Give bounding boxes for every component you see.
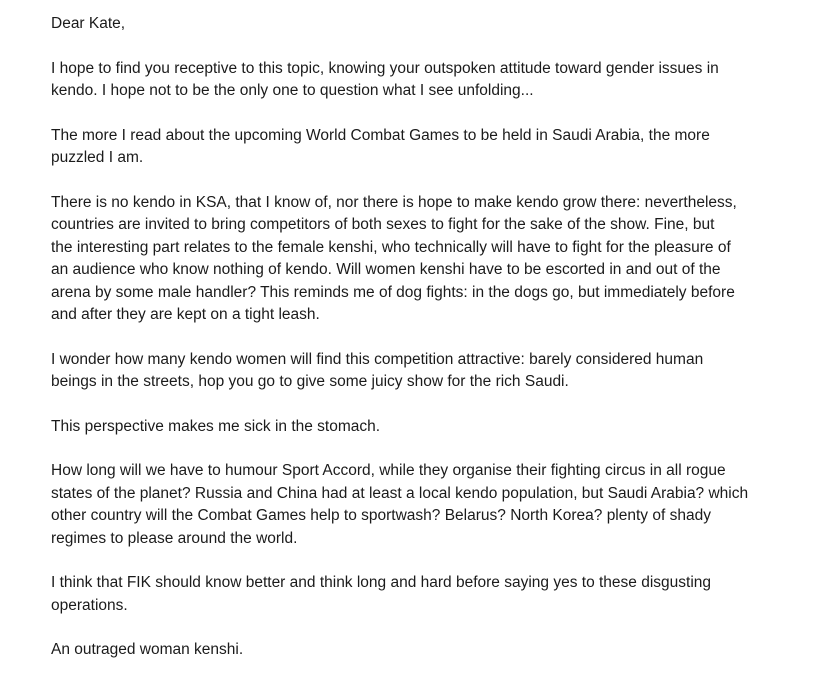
paragraph-line: The more I read about the upcoming World Combat Games to be held in Saudi Arabia, the more: [51, 126, 710, 144]
paragraph-4: [51, 349, 821, 394]
paragraph-3: [51, 192, 821, 327]
paragraph-1: [51, 58, 821, 103]
paragraph-line: This perspective makes me sick in the stomach.: [51, 417, 381, 435]
paragraph-line: How long will we have to humour Sport Accord, while they organise their fighting circus in all rogue: [51, 462, 726, 479]
paragraph-line: and after they are kept on a tight leash.: [51, 306, 320, 323]
paragraph-line: arena by some male handler? This reminds me of dog fights: in the dogs go, but immediately before: [51, 283, 735, 301]
paragraph-line: the interesting part relates to the female kenshi, who technically will have to fight for the pleasure of: [51, 238, 731, 256]
paragraph-line: I think that FIK should know better and think long and hard before saying yes to these disgusting: [51, 574, 712, 591]
paragraph-line: states of the planet? Russia and China had at least a local kendo population, but Saudi Arabia? which: [51, 484, 749, 502]
paragraph-line: beings in the streets, hop you go to give some juicy show for the rich Saudi.: [51, 373, 569, 390]
paragraph-line: There is no kendo in KSA, that I know of, nor there is hope to make kendo grow there: nevertheless,: [51, 193, 737, 211]
salutation-text: Dear Kate,: [51, 15, 126, 32]
paragraph-line: kendo. I hope not to be the only one to question what I see unfolding...: [51, 82, 534, 99]
letter-body: [51, 13, 821, 684]
paragraph-line: puzzled I am.: [51, 149, 144, 166]
signoff: [51, 639, 821, 662]
paragraph-line: other country will the Combat Games help to sportwash? Belarus? North Korea? plenty of shady: [51, 507, 711, 524]
paragraph-line: regimes to please around the world.: [51, 529, 298, 547]
signoff-text: An outraged woman kenshi.: [51, 641, 244, 658]
paragraph-line: countries are invited to bring competitors of both sexes to fight for the sake of the show. Fine, but: [51, 216, 715, 233]
paragraph-line: I hope to find you receptive to this topic, knowing your outspoken attitude toward gender issues in: [51, 59, 719, 77]
salutation: [51, 13, 821, 36]
paragraph-5: [51, 416, 821, 439]
paragraph-7: [51, 572, 821, 617]
paragraph-line: I wonder how many kendo women will find this competition attractive: barely considered human: [51, 350, 704, 368]
paragraph-2: [51, 125, 821, 170]
paragraph-line: operations.: [51, 596, 128, 614]
paragraph-line: an audience who know nothing of kendo. Will women kenshi have to be escorted in and out of the: [51, 261, 721, 278]
paragraph-6: [51, 460, 821, 550]
